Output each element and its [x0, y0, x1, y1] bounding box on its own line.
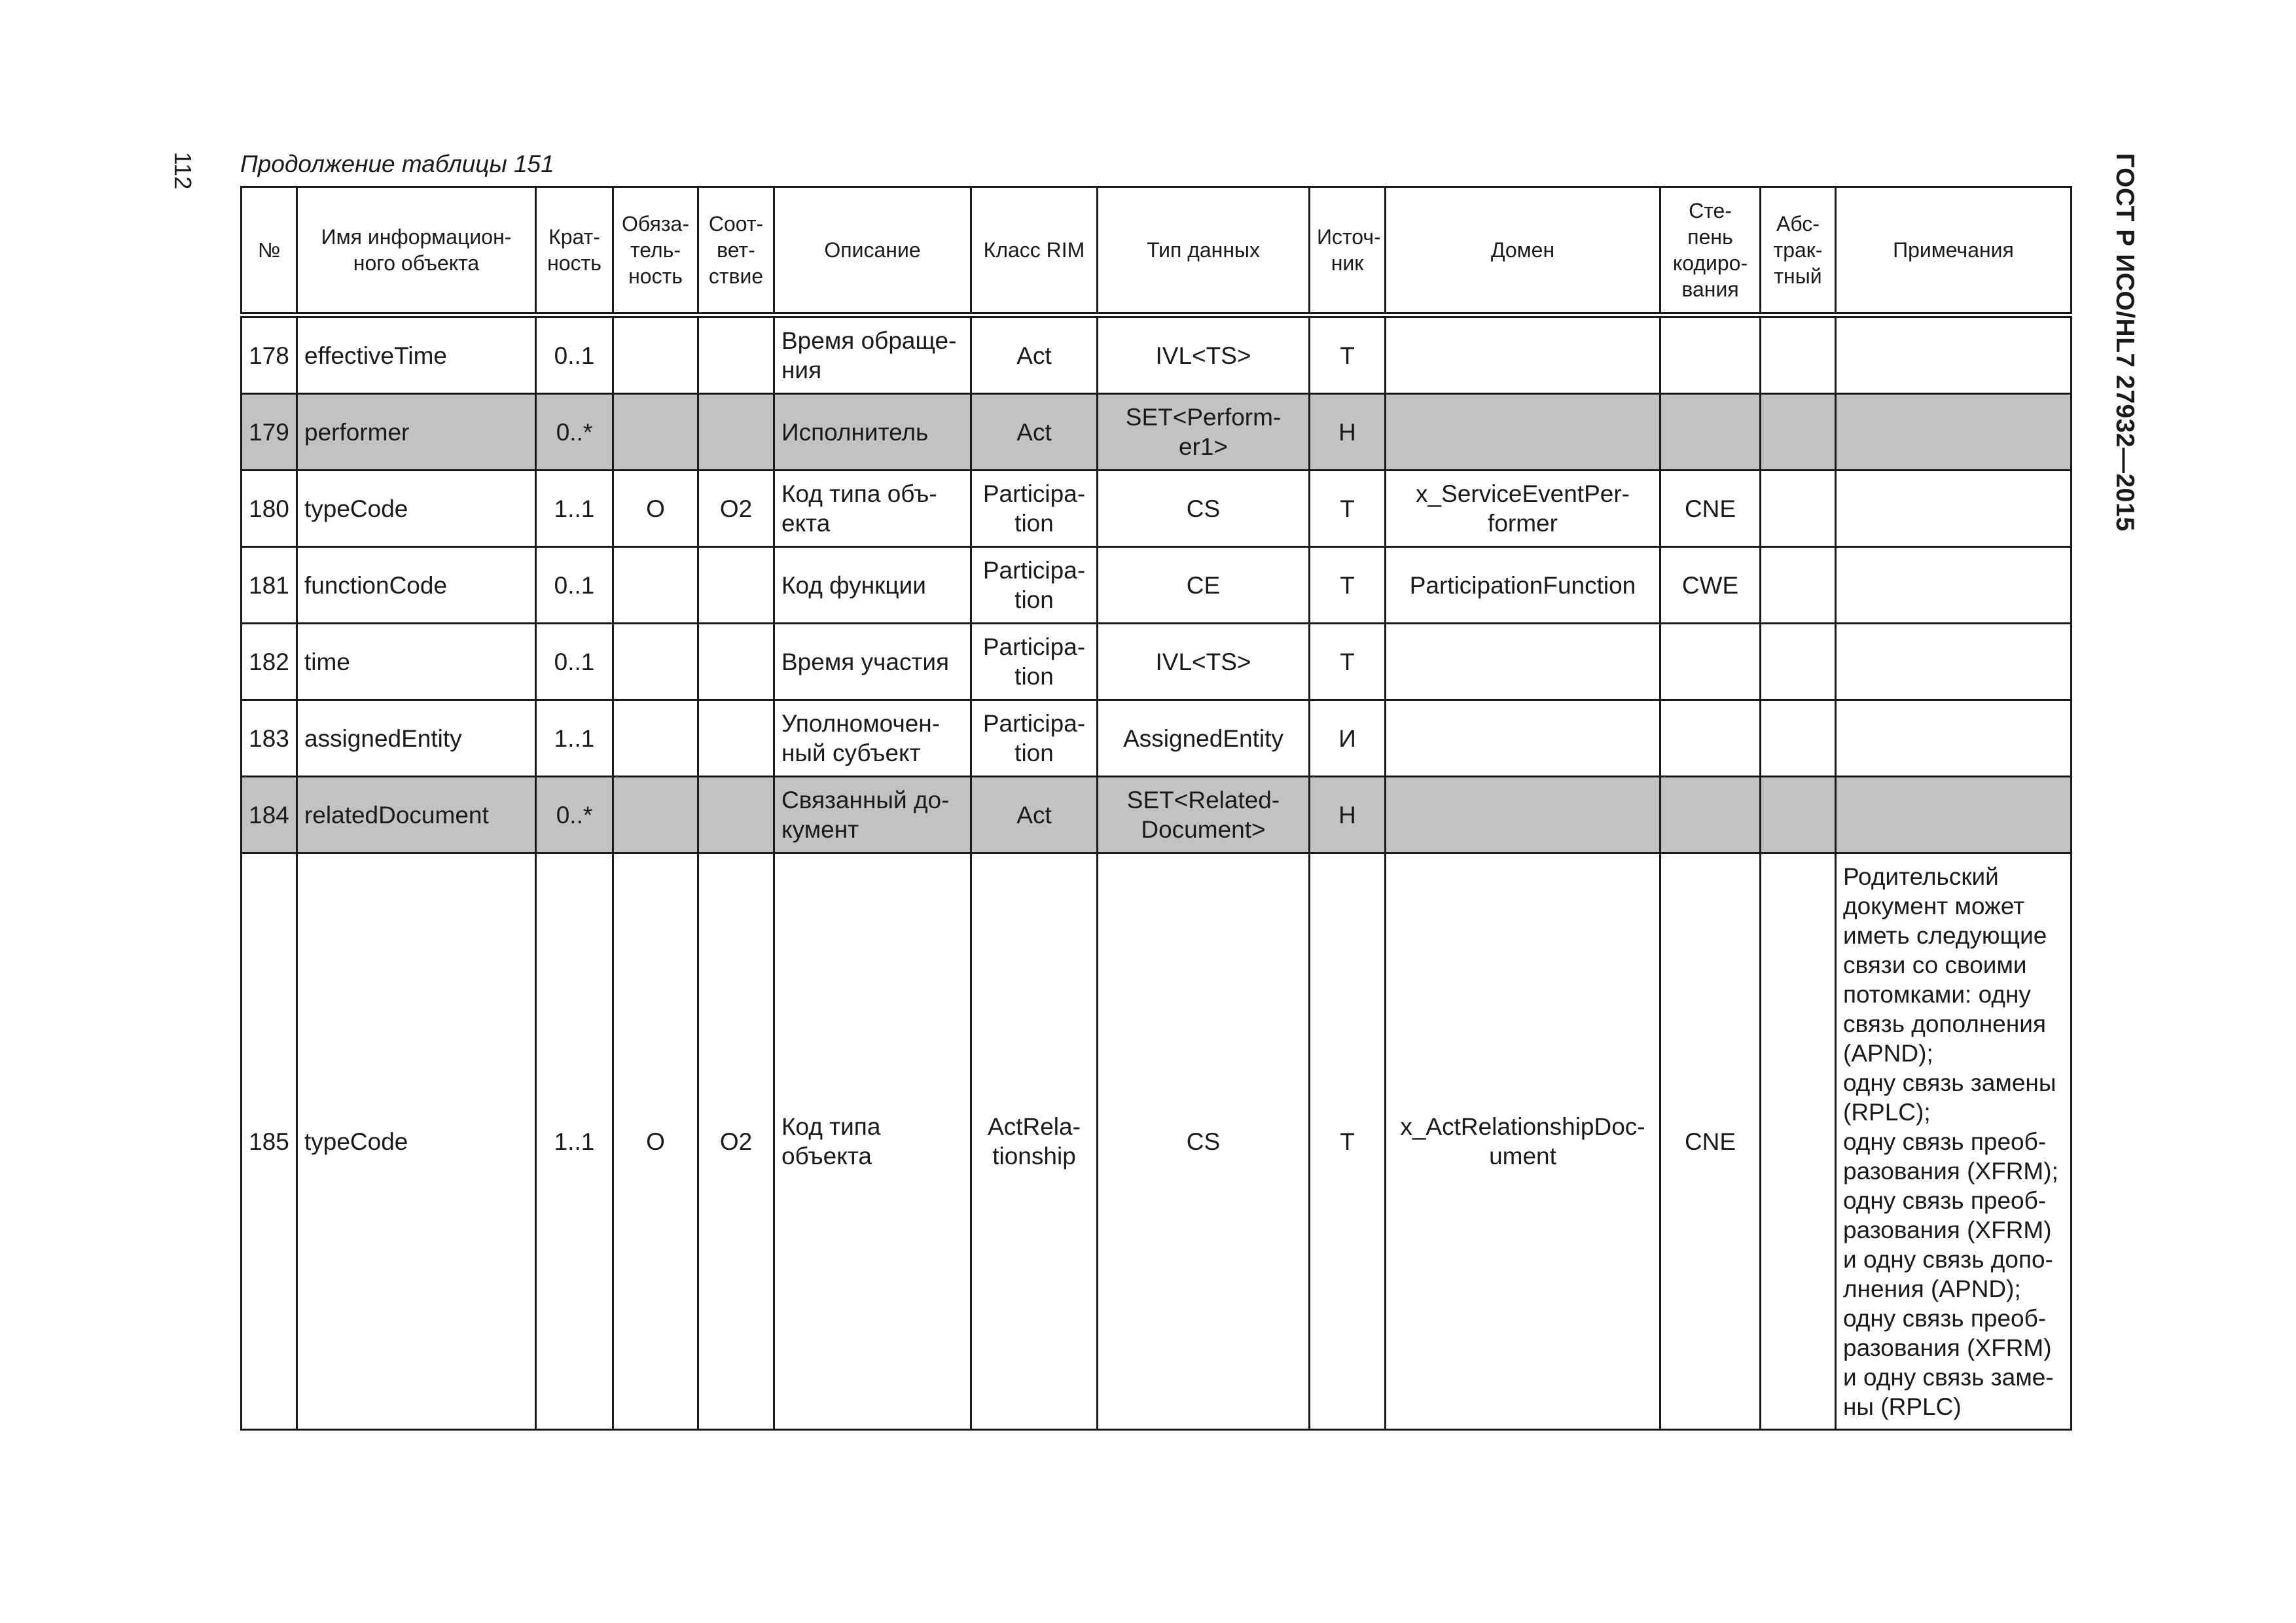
cell-name: typeCode — [297, 853, 536, 1430]
cell-coding: CNE — [1660, 471, 1761, 547]
cell-dtype: AssignedEntity — [1098, 700, 1310, 777]
cell-dtype: CE — [1098, 547, 1310, 624]
cell-dtype: IVL<TS> — [1098, 624, 1310, 700]
cell-notes — [1836, 471, 2072, 547]
header-coding-strength: Сте- пень кодиро- вания — [1660, 187, 1761, 315]
header-mandatory: Обяза- тель- ность — [613, 187, 698, 315]
table-row — [242, 700, 2072, 777]
cell-desc: Время участия — [774, 624, 971, 700]
cell-abstract — [1761, 777, 1836, 853]
cell-notes — [1836, 394, 2072, 471]
header-abstract: Абс- трак- тный — [1761, 187, 1836, 315]
cell-conf — [698, 777, 774, 853]
cell-src: Н — [1310, 777, 1386, 853]
table-row — [242, 547, 2072, 624]
header-rim-class: Класс RIM — [971, 187, 1098, 315]
cell-dtype: IVL<TS> — [1098, 315, 1310, 394]
cell-notes — [1836, 624, 2072, 700]
cell-mult: 0..1 — [536, 547, 613, 624]
cell-domain — [1386, 394, 1660, 471]
header-multiplicity: Крат- ность — [536, 187, 613, 315]
cell-coding: CWE — [1660, 547, 1761, 624]
table-caption: Продолжение таблицы 151 — [240, 151, 554, 177]
cell-rim: ActRela- tionship — [971, 853, 1098, 1430]
cell-conf: О2 — [698, 853, 774, 1430]
cell-name: relatedDocument — [297, 777, 536, 853]
cell-coding — [1660, 315, 1761, 394]
cell-notes — [1836, 547, 2072, 624]
cell-desc: Код типа объ- екта — [774, 471, 971, 547]
cell-coding — [1660, 700, 1761, 777]
cell-rim: Participa- tion — [971, 624, 1098, 700]
cell-mand — [613, 700, 698, 777]
cell-domain: x_ActRelationshipDoc- ument — [1386, 853, 1660, 1430]
cell-src: Н — [1310, 394, 1386, 471]
cell-abstract — [1761, 853, 1836, 1430]
cell-domain: ParticipationFunction — [1386, 547, 1660, 624]
cell-abstract — [1761, 700, 1836, 777]
cell-rim: Participa- tion — [971, 700, 1098, 777]
cell-name: functionCode — [297, 547, 536, 624]
cell-conf — [698, 315, 774, 394]
cell-domain: x_ServiceEventPer- former — [1386, 471, 1660, 547]
cell-mult: 0..1 — [536, 624, 613, 700]
cell-src: Т — [1310, 853, 1386, 1430]
header-data-type: Тип данных — [1098, 187, 1310, 315]
cell-num: 181 — [242, 547, 297, 624]
cell-mand — [613, 777, 698, 853]
cell-mand — [613, 315, 698, 394]
cell-mult: 0..* — [536, 777, 613, 853]
cell-notes: Родительский документ может иметь следующие связи со своими потомками: одну связь дополнения (APND); одну связь замены (RPLC); одну связь преоб- разования (XFRM); одну связь преоб- разования (XFRM) и одну связь допо- лнения (APND); одну связь преоб- разования (XFRM) и одну связь заме- ны (RPLC) — [1836, 853, 2072, 1430]
cell-coding — [1660, 624, 1761, 700]
cell-dtype: CS — [1098, 471, 1310, 547]
cell-abstract — [1761, 547, 1836, 624]
cell-conf — [698, 700, 774, 777]
cell-notes — [1836, 315, 2072, 394]
cell-num: 185 — [242, 853, 297, 1430]
header-num: № — [242, 187, 297, 315]
cell-src: Т — [1310, 471, 1386, 547]
cell-num: 179 — [242, 394, 297, 471]
cell-abstract — [1761, 394, 1836, 471]
cell-mand — [613, 394, 698, 471]
cell-abstract — [1761, 471, 1836, 547]
table-row — [242, 315, 2072, 394]
cell-conf — [698, 624, 774, 700]
cell-mult: 0..1 — [536, 315, 613, 394]
cell-desc: Уполномочен- ный субъект — [774, 700, 971, 777]
cell-num: 184 — [242, 777, 297, 853]
cell-rim: Participa- tion — [971, 547, 1098, 624]
cell-conf — [698, 394, 774, 471]
cell-domain — [1386, 777, 1660, 853]
cell-abstract — [1761, 624, 1836, 700]
page-number: 112 — [170, 152, 196, 190]
cell-mult: 1..1 — [536, 853, 613, 1430]
table-row — [242, 777, 2072, 853]
document-code: ГОСТ Р ИСО/HL7 27932—2015 — [2111, 153, 2139, 532]
table-row — [242, 394, 2072, 471]
cell-rim: Act — [971, 777, 1098, 853]
cell-name: performer — [297, 394, 536, 471]
cell-mult: 0..* — [536, 394, 613, 471]
table-body — [242, 315, 2072, 1430]
table-row — [242, 624, 2072, 700]
header-source: Источ- ник — [1310, 187, 1386, 315]
table-row — [242, 853, 2072, 1430]
cell-src: И — [1310, 700, 1386, 777]
cell-conf: О2 — [698, 471, 774, 547]
cell-domain — [1386, 700, 1660, 777]
cell-desc: Связанный до- кумент — [774, 777, 971, 853]
cell-dtype: SET<Related- Document> — [1098, 777, 1310, 853]
header-domain: Домен — [1386, 187, 1660, 315]
cell-abstract — [1761, 315, 1836, 394]
cell-notes — [1836, 700, 2072, 777]
cell-num: 178 — [242, 315, 297, 394]
cell-rim: Act — [971, 394, 1098, 471]
header-name: Имя информацион- ного объекта — [297, 187, 536, 315]
cell-rim: Act — [971, 315, 1098, 394]
cell-name: assignedEntity — [297, 700, 536, 777]
cell-num: 182 — [242, 624, 297, 700]
cell-mult: 1..1 — [536, 700, 613, 777]
cell-rim: Participa- tion — [971, 471, 1098, 547]
cell-mand: О — [613, 471, 698, 547]
table-row — [242, 471, 2072, 547]
cell-name: time — [297, 624, 536, 700]
cell-mand: О — [613, 853, 698, 1430]
cell-coding — [1660, 777, 1761, 853]
header-row — [242, 187, 2072, 315]
cell-num: 180 — [242, 471, 297, 547]
cell-desc: Время обраще- ния — [774, 315, 971, 394]
cell-coding: CNE — [1660, 853, 1761, 1430]
cell-notes — [1836, 777, 2072, 853]
cell-dtype: SET<Perform- er1> — [1098, 394, 1310, 471]
cell-src: Т — [1310, 315, 1386, 394]
header-conformance: Соот- вет- ствие — [698, 187, 774, 315]
cell-src: Т — [1310, 547, 1386, 624]
cell-name: effectiveTime — [297, 315, 536, 394]
cell-mand — [613, 624, 698, 700]
header-description: Описание — [774, 187, 971, 315]
data-table — [240, 186, 2072, 1431]
cell-domain — [1386, 624, 1660, 700]
header-notes: Примечания — [1836, 187, 2072, 315]
cell-desc: Исполнитель — [774, 394, 971, 471]
cell-num: 183 — [242, 700, 297, 777]
cell-src: Т — [1310, 624, 1386, 700]
cell-domain — [1386, 315, 1660, 394]
cell-desc: Код типа объекта — [774, 853, 971, 1430]
cell-conf — [698, 547, 774, 624]
cell-dtype: CS — [1098, 853, 1310, 1430]
cell-mult: 1..1 — [536, 471, 613, 547]
cell-coding — [1660, 394, 1761, 471]
cell-mand — [613, 547, 698, 624]
cell-name: typeCode — [297, 471, 536, 547]
cell-desc: Код функции — [774, 547, 971, 624]
